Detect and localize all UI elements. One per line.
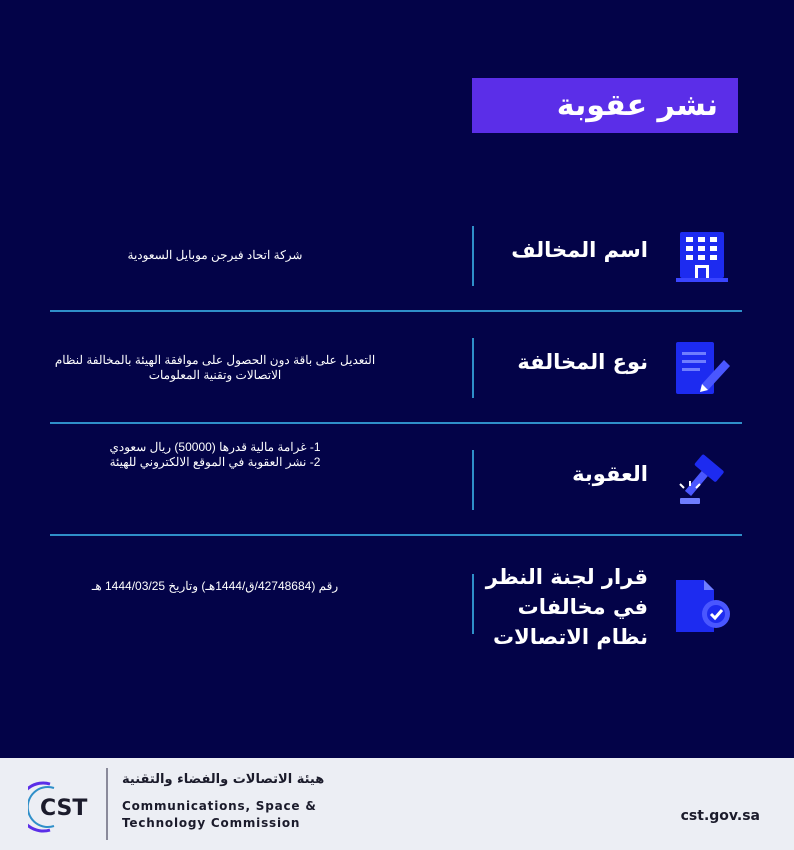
committee-decision-label <box>478 562 648 652</box>
document-pen-icon <box>672 338 732 398</box>
row-vertical-divider <box>472 338 474 398</box>
violator-name-value: شركة اتحاد فيرجن موبايل السعودية <box>127 248 303 262</box>
page-title: نشر عقوبة <box>556 88 718 123</box>
org-name-english-line-2: Technology Commission <box>122 816 301 830</box>
website-link[interactable]: cst.gov.sa <box>680 808 760 824</box>
row-vertical-divider <box>472 574 474 634</box>
org-name-english <box>122 798 362 832</box>
penalty-label: العقوبة <box>572 462 648 486</box>
section-divider <box>50 310 742 312</box>
penalty-item-2: 2- نشر العقوبة في الموقع الالكتروني للهيئة <box>109 455 321 469</box>
committee-decision-label-line-3: نظام الاتصالات <box>493 625 648 649</box>
gavel-icon <box>672 448 732 508</box>
section-divider <box>50 422 742 424</box>
penalty-value <box>40 440 390 470</box>
violator-name-label: اسم المخالف <box>511 238 648 262</box>
org-name-english-line-1: Communications, Space & <box>122 799 317 813</box>
committee-decision-label-line-2: في مخالفات <box>517 595 648 619</box>
row-vertical-divider <box>472 450 474 510</box>
violation-type-label: نوع المخالفة <box>517 350 648 374</box>
footer <box>0 758 794 850</box>
logo-text: CST <box>40 796 88 821</box>
committee-decision-label-line-1: قرار لجنة النظر <box>485 565 648 589</box>
title-bar <box>472 78 738 133</box>
cst-logo <box>28 778 98 836</box>
penalty-item-1: 1- غرامة مالية قدرها (50000) ريال سعودي <box>109 440 321 454</box>
org-name-arabic: هيئة الاتصالات والفضاء والتقنية <box>122 772 325 787</box>
building-icon <box>674 228 730 284</box>
section-divider <box>50 534 742 536</box>
committee-decision-value: رقم (42748684/ق/1444هـ) وتاريخ 1444/03/25 هـ <box>91 579 339 593</box>
logo-divider <box>106 768 108 840</box>
violation-type-value: التعديل على باقة دون الحصول على موافقة الهيئة بالمخالفة لنظام الاتصالات وتقنية المعلومات <box>54 353 376 382</box>
row-vertical-divider <box>472 226 474 286</box>
document-badge-icon <box>672 576 732 636</box>
